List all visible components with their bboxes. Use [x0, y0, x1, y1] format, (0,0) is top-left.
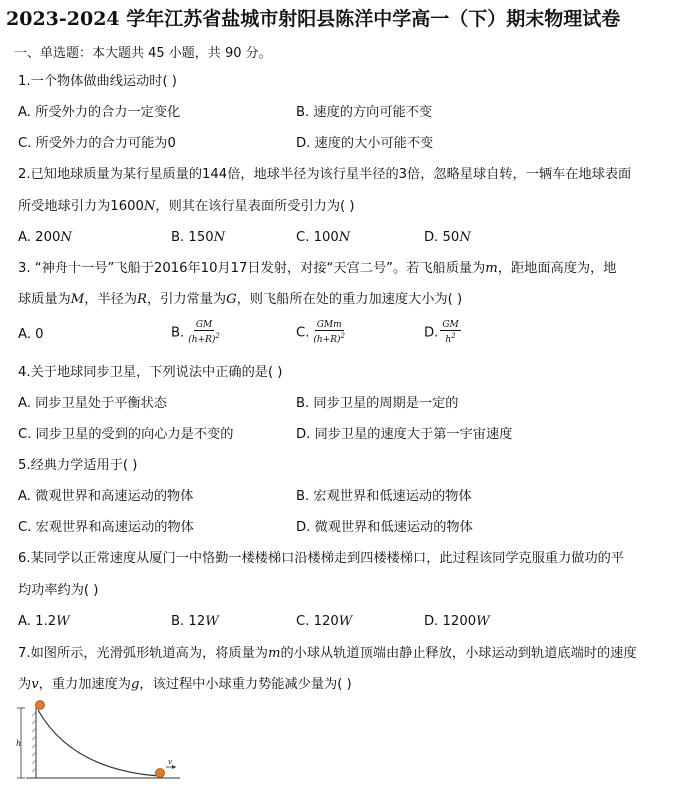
question-1-option-d: D. 速度的大小可能不变	[296, 136, 434, 151]
question-7-stem-line-2: 为v，重力加速度为g，该过程中小球重力势能减少量为( )	[18, 677, 352, 692]
question-2-stem-line-2: 所受地球引力为1600N，则其在该行星表面所受引力为( )	[18, 199, 355, 214]
arc-track-figure	[12, 698, 182, 786]
question-4-option-b: B. 同步卫星的周期是一定的	[296, 396, 459, 411]
question-6-option-a: A. 1.2W	[18, 614, 70, 629]
velocity-label: v	[168, 758, 172, 766]
section-heading: 一、单选题：本大题共 45 小题，共 90 分。	[14, 46, 272, 61]
question-1-stem: 1.一个物体做曲线运动时( )	[18, 74, 177, 89]
ball-bottom	[156, 769, 165, 778]
question-4-option-a: A. 同步卫星处于平衡状态	[18, 396, 168, 411]
question-6-option-d: D. 1200W	[424, 614, 490, 629]
question-6-stem-line-2: 均功率约为( )	[18, 583, 99, 598]
question-4-stem: 4.关于地球同步卫星，下列说法中正确的是( )	[18, 365, 283, 380]
wall-hatching	[32, 712, 36, 772]
question-5-stem: 5.经典力学适用于( )	[18, 458, 138, 473]
arc-track	[38, 710, 160, 776]
question-2-option-a: A. 200N	[18, 230, 72, 245]
question-6-stem-line-1: 6.某同学以正常速度从厦门一中恪勤一楼楼梯口沿楼梯走到四楼楼梯口，此过程该同学克服重力做功的平	[18, 551, 625, 566]
question-5-option-c: C. 宏观世界和高速运动的物体	[18, 520, 194, 535]
question-2-option-d: D. 50N	[424, 230, 471, 245]
question-6-option-b: B. 12W	[171, 614, 219, 629]
question-4-option-c: C. 同步卫星的受到的向心力是不变的	[18, 427, 234, 442]
question-3-option-b: B. $\frac{GM}{(h+R)^2}$	[171, 320, 220, 345]
question-3-option-c: C. $\frac{\text{GMm}}{(h+R)^2}$	[296, 320, 346, 345]
ball-top	[36, 701, 45, 710]
question-6-option-c: C. 120W	[296, 614, 353, 629]
question-5-option-b: B. 宏观世界和低速运动的物体	[296, 489, 472, 504]
question-1-option-b: B. 速度的方向可能不变	[296, 105, 433, 120]
question-2-stem-line-1: 2.已知地球质量为某行星质量的144倍，地球半径为该行星半径的3倍，忽略星球自转，一辆车在地球表面	[18, 167, 632, 182]
question-1-option-a: A. 所受外力的合力一定变化	[18, 105, 181, 120]
question-4-option-d: D. 同步卫星的速度大于第一宇宙速度	[296, 427, 513, 442]
question-1-option-c: C. 所受外力的合力可能为0	[18, 136, 176, 151]
question-7-stem-line-1: 7.如图所示，光滑弧形轨道高为，将质量为m的小球从轨道顶端由静止释放，小球运动到轨道底端时的速度	[18, 646, 637, 661]
question-3-stem-line-1: 3. “神舟十一号”飞船于2016年10月17日发射，对接“天宫二号”。若飞船质量为m，距地面高度为，地	[18, 261, 617, 276]
question-5-option-a: A. 微观世界和高速运动的物体	[18, 489, 194, 504]
question-5-option-d: D. 微观世界和低速运动的物体	[296, 520, 473, 535]
height-label: h	[16, 739, 22, 748]
page-title: 2023-2024 学年江苏省盐城市射阳县陈洋中学高一（下）期末物理试卷	[6, 8, 621, 30]
question-3-option-d: D. $\frac{GM}{h^2}$	[424, 320, 459, 345]
question-2-option-b: B. 150N	[171, 230, 226, 245]
question-3-option-a: A. 0	[18, 327, 44, 342]
question-2-option-c: C. 100N	[296, 230, 351, 245]
question-3-stem-line-2: 球质量为M，半径为R，引力常量为G，则飞船所在处的重力加速度大小为( )	[18, 292, 463, 307]
